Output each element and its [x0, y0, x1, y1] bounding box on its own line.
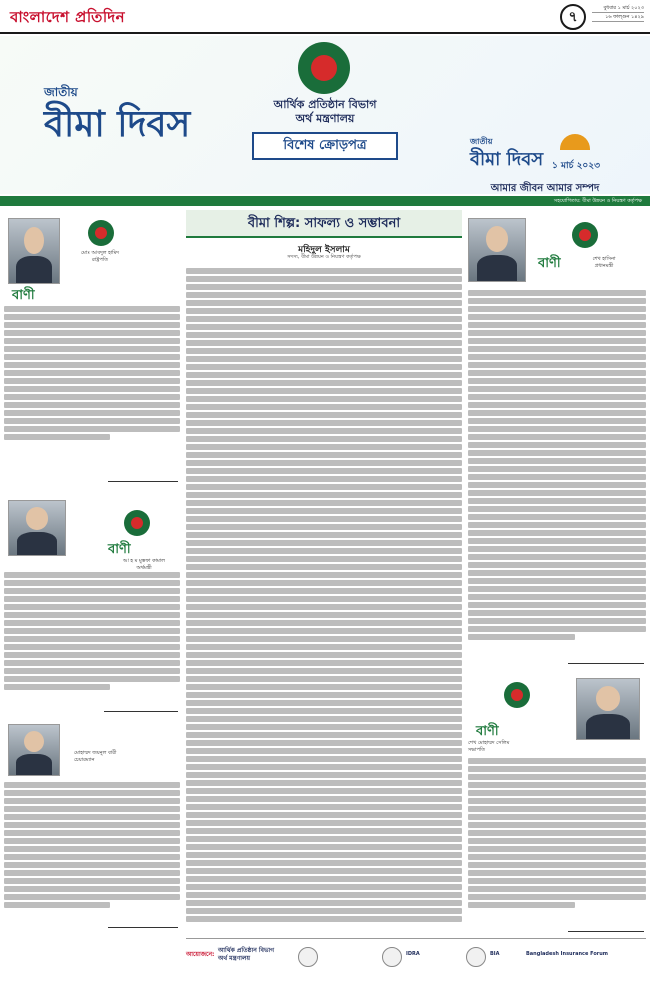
prime-minister-photo [468, 218, 526, 282]
insurance-day-logo [44, 84, 224, 184]
minister-photo [8, 500, 66, 556]
article-author: মহিদুল ইসলাম [298, 245, 350, 255]
logo-top-word: জাতীয় [44, 85, 78, 99]
message2-body [4, 572, 180, 692]
emblem-icon [88, 220, 114, 246]
partner-idra: IDRA [406, 951, 420, 957]
chairman-photo [576, 678, 640, 740]
right-message2-caption-name: শেখ মোহাম্মদ সেলিম [468, 740, 510, 746]
government-emblem-icon [298, 42, 350, 94]
message3-caption-title: চেয়ারম্যান [74, 757, 95, 763]
president-photo [8, 218, 60, 284]
right-message1-title: বাণী [538, 256, 561, 271]
organizer-label: আয়োজনে: [186, 951, 215, 958]
newspaper-brand: বাংলাদেশ প্রতিদিন [10, 8, 126, 26]
organizer-ministry-sub: অর্থ মন্ত্রণালয় [218, 955, 251, 962]
organizer-ministry-name: আর্থিক প্রতিষ্ঠান বিভাগ [218, 947, 275, 954]
organizer-ministry [218, 947, 274, 963]
emblem-icon [124, 510, 150, 536]
date-box [592, 4, 644, 22]
right-message1-caption [564, 256, 644, 270]
article-title: বীমা শিল্প: সাফল্য ও সম্ভাবনা [186, 210, 462, 238]
event-date: ১ মার্চ ২০২৩ [552, 161, 600, 171]
right-message2-body [468, 758, 646, 918]
partner-bia: BIA [490, 951, 500, 957]
message1-body [4, 306, 180, 452]
page-number: ৭ [560, 4, 586, 30]
insurance-day-logo-small [470, 136, 555, 176]
right-message2-caption-title: সভাপতি [468, 747, 486, 753]
message2-title: বাণী [108, 542, 131, 557]
message2-caption [108, 558, 180, 572]
chairman-photo [8, 724, 60, 776]
message2-caption-name: আ হ ম মুস্তফা কামাল [123, 558, 165, 564]
emblem-icon [572, 222, 598, 248]
footer-organizers [186, 938, 646, 978]
message2-signature [104, 702, 178, 712]
bia-logo-icon [504, 682, 530, 708]
message3-body [4, 782, 180, 910]
logo-small-top: জাতীয় [470, 137, 493, 146]
message3-caption [74, 750, 178, 764]
right-message2-title: বাণী [476, 724, 499, 739]
message3-caption-name: মোহাম্মদ জয়নুল বারী [74, 750, 117, 756]
message1-title: বাণী [12, 288, 35, 303]
credit-bar: সহযোগিতায়: বীমা উন্নয়ন ও নিয়ন্ত্রণ কর্তৃপক্ষ [0, 196, 650, 206]
slogan-line-1: আমার জীবন আমার সম্পদ [490, 183, 600, 194]
right-message1-body [468, 290, 646, 648]
masthead [0, 0, 650, 34]
bia-logo-icon [466, 947, 486, 967]
supplement-banner [0, 36, 650, 194]
message1-caption-title: রাষ্ট্রপতি [92, 257, 108, 263]
article-author-role: সদস্য, বীমা উন্নয়ন ও নিয়ন্ত্রণ কর্তৃপক্ষ [287, 254, 361, 260]
special-supplement-label: বিশেষ ক্রোড়পত্র [252, 132, 398, 160]
right-message2-signature [568, 922, 644, 932]
message1-caption [68, 250, 132, 264]
ministry-division: আর্থিক প্রতিষ্ঠান বিভাগ [273, 98, 377, 111]
right-message1-signature [568, 654, 644, 664]
right-message1-caption-title: প্রধানমন্ত্রী [594, 263, 614, 269]
umbrella-icon [560, 134, 590, 150]
date-line-1: বুধবার ১ মার্চ ২০২৩ [592, 4, 644, 13]
idra-logo-icon [382, 947, 402, 967]
message2-caption-title: অর্থমন্ত্রী [136, 565, 152, 571]
slogan [450, 182, 640, 195]
partner-forum: Bangladesh Insurance Forum [526, 951, 608, 957]
article-body [186, 268, 462, 928]
ministry-sub: অর্থ মন্ত্রণালয় [295, 112, 355, 125]
right-message2-caption [468, 740, 568, 754]
message1-signature [108, 472, 178, 482]
date-line-2: ১৬ ফাল্গুন ১৪২৯ [592, 13, 644, 22]
message1-caption-name: মোঃ আবদুল হামিদ [81, 250, 119, 256]
government-emblem-icon [298, 947, 318, 967]
right-message1-caption-name: শেখ হাসিনা [592, 256, 616, 262]
logo-small-main: বীমা দিবস [470, 149, 544, 170]
ministry-name [230, 98, 420, 126]
logo-main-word: বীমা দিবস [44, 103, 191, 145]
message3-signature [108, 918, 178, 928]
